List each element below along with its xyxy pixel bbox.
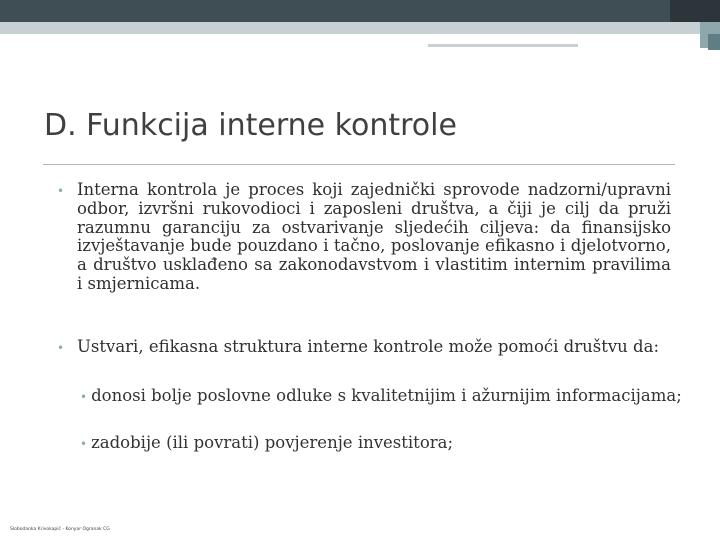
bullet-item-1: Interna kontrola je proces koji zajednički sprovode nadzorni/upravni odbor, izvršni rukovodioci i zaposleni društva, a čiji je cilj da pruži razumnu garanciju za ostvarivanje sljedećih ciljeva: da finansijsko izvještavanje bude pouzdano i tačno, poslovanje efikasno i djelotvorno, a društvo usklađeno sa zakonodavstvom i vlastitim internim pravilima i smjernicama. bbox=[77, 180, 671, 293]
header-band-light bbox=[0, 22, 720, 34]
title-divider bbox=[43, 164, 675, 165]
header-band-dark-end bbox=[670, 0, 720, 22]
header-side-tab-inner bbox=[708, 34, 720, 50]
bullet-dot-icon: • bbox=[57, 341, 65, 355]
slide-footer: Slobodanka Krivokapić - Konyar Ogranak CG bbox=[10, 527, 110, 532]
sub-bullet-dot-icon: • bbox=[80, 390, 88, 404]
sub-bullet-item-1 bbox=[80, 385, 702, 408]
sub-bullet-item-2 bbox=[80, 432, 702, 455]
sub-bullet-dot-icon: • bbox=[80, 437, 88, 451]
sub-bullet-text-1: donosi bolje poslovne odluke s kvalitetnijim i ažurnijim informacijama; bbox=[91, 386, 682, 405]
bullet-dot-icon: • bbox=[57, 184, 65, 198]
header-accent-line bbox=[428, 44, 578, 47]
slide-title: D. Funkcija interne kontrole bbox=[44, 108, 457, 143]
bullet-item-2: Ustvari, efikasna struktura interne kontrole može pomoći društvu da: bbox=[77, 337, 660, 356]
header-band-dark bbox=[0, 0, 670, 22]
sub-bullet-text-2: zadobije (ili povrati) povjerenje investitora; bbox=[91, 433, 454, 452]
